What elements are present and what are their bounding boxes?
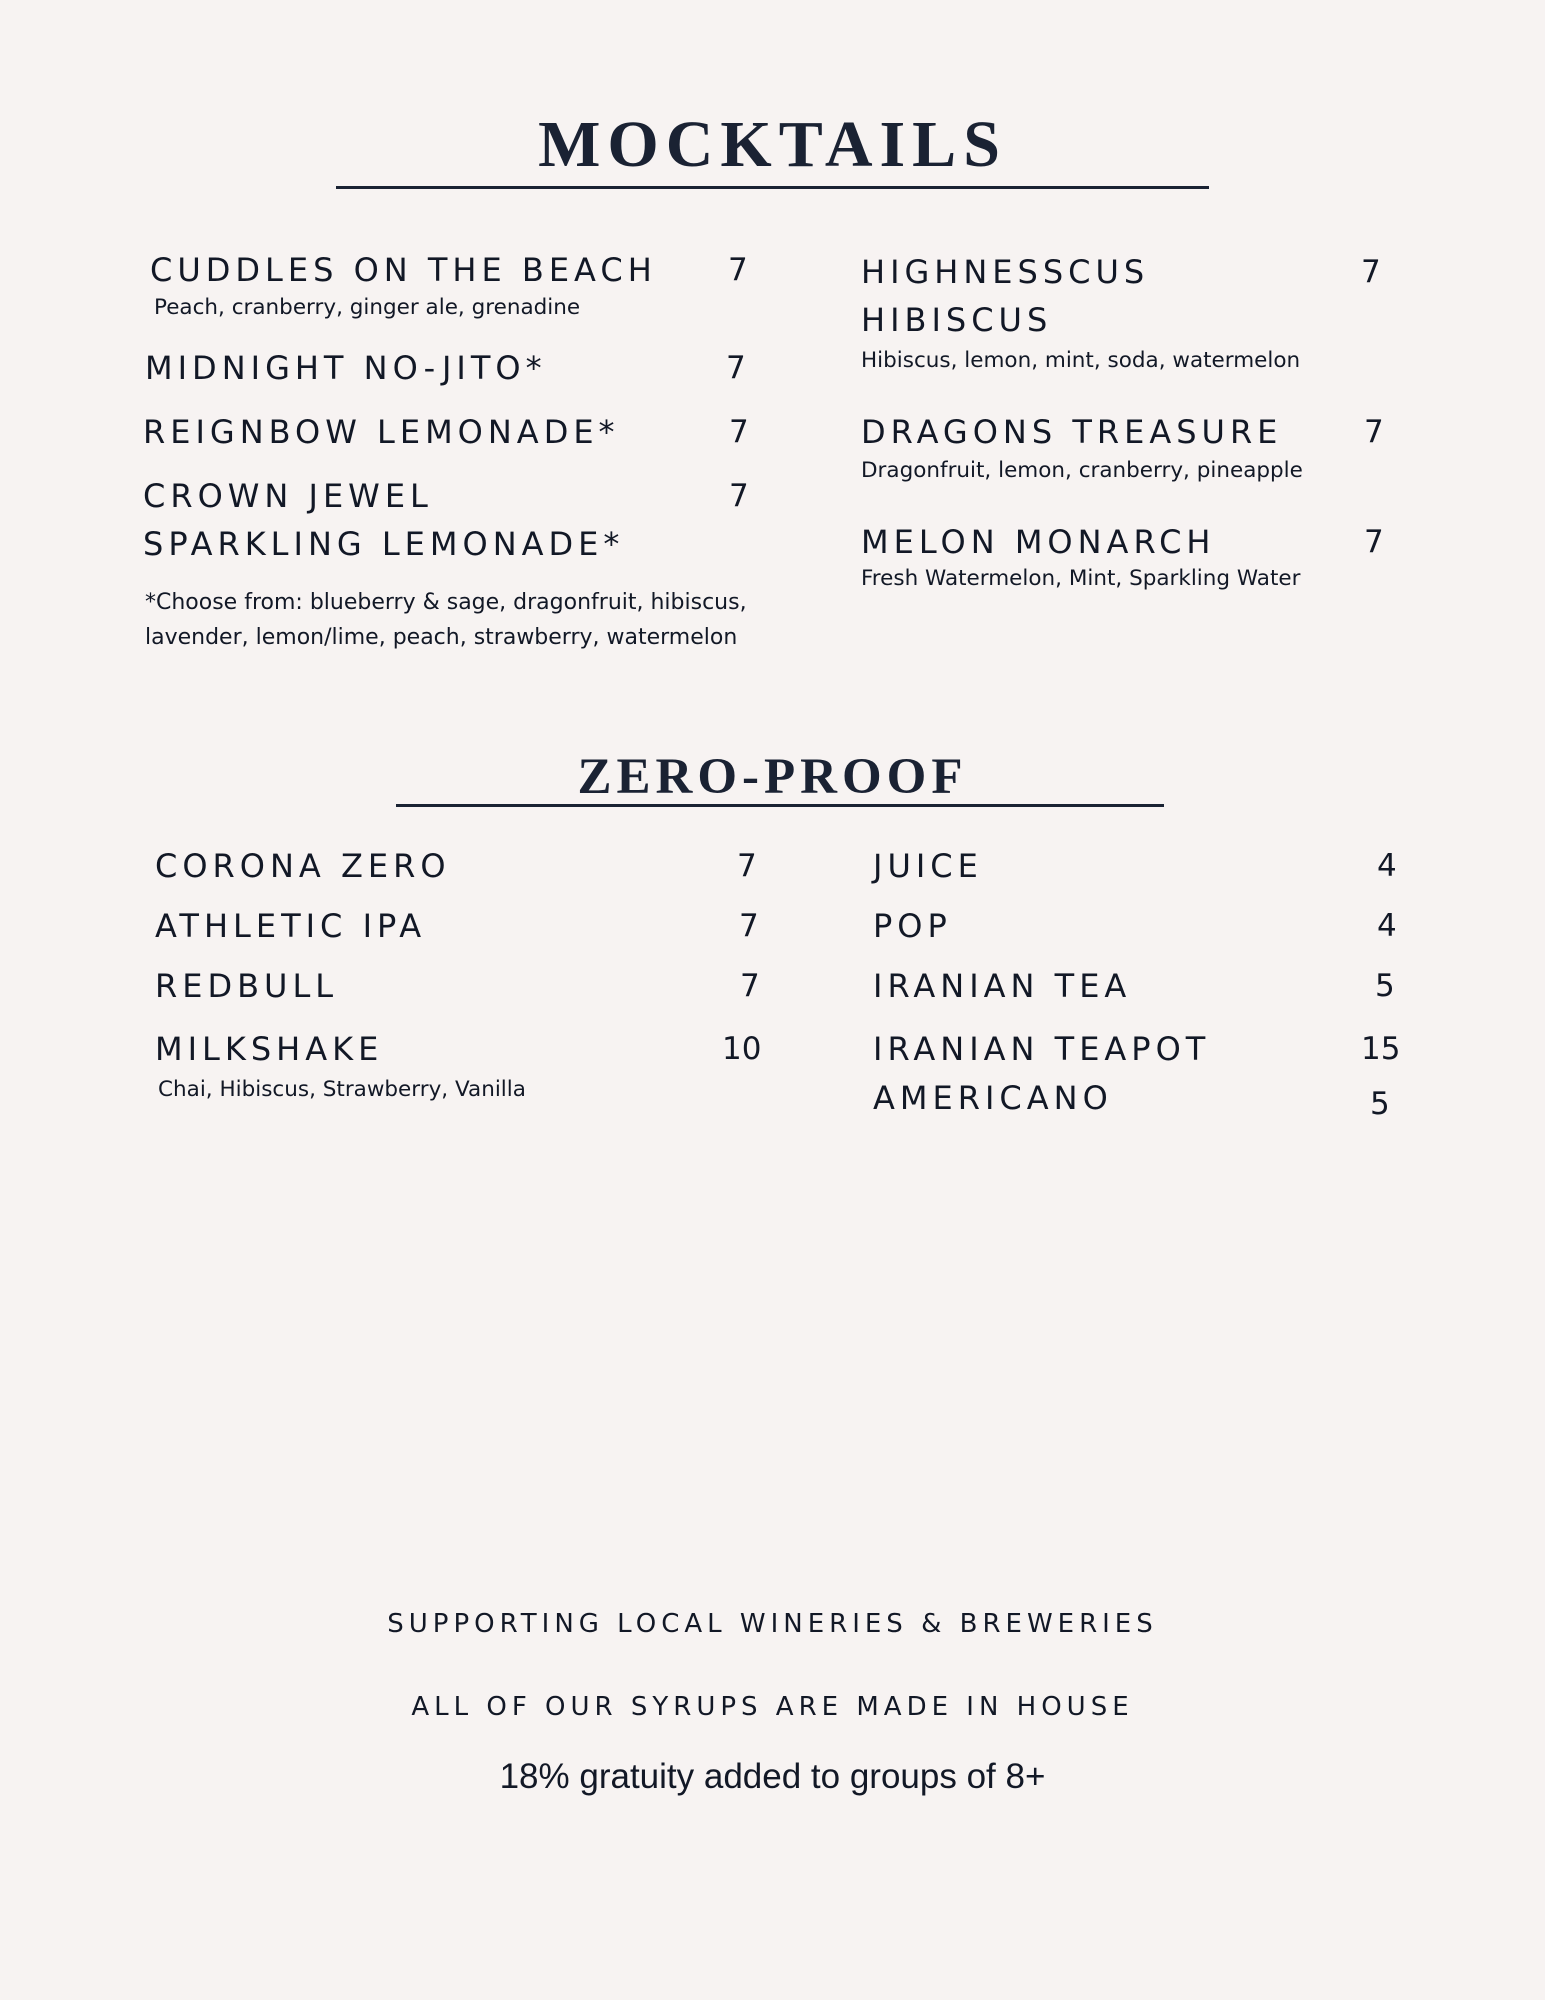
menu-item-description: Peach, cranberry, ginger ale, grenadine xyxy=(154,295,581,320)
menu-item-name: MIDNIGHT NO-JITO* xyxy=(145,349,547,387)
menu-item-description: Fresh Watermelon, Mint, Sparkling Water xyxy=(861,566,1301,591)
menu-item-price: 5 xyxy=(1370,1086,1390,1122)
menu-item-price: 7 xyxy=(726,350,746,386)
menu-item-name: MILKSHAKE xyxy=(155,1030,384,1068)
menu-item-price: 7 xyxy=(1364,524,1384,560)
menu-item-price: 7 xyxy=(728,252,748,288)
footer-syrups: ALL OF OUR SYRUPS ARE MADE IN HOUSE xyxy=(411,1692,1134,1722)
mocktails-title: MOCKTAILS xyxy=(538,108,1007,181)
menu-item-name: CORONA ZERO xyxy=(155,847,451,885)
menu-item-name: MELON MONARCH xyxy=(861,523,1216,561)
menu-item-name: POP xyxy=(873,907,952,945)
menu-item-name: HIBISCUS xyxy=(861,301,1053,339)
menu-item-name: DRAGONS TREASURE xyxy=(861,413,1283,451)
menu-item-price: 7 xyxy=(739,908,759,944)
menu-item-description: Chai, Hibiscus, Strawberry, Vanilla xyxy=(158,1077,526,1102)
menu-item-price: 7 xyxy=(1364,414,1384,450)
zero-proof-title: ZERO-PROOF xyxy=(577,749,968,805)
menu-item-price: 7 xyxy=(737,848,757,884)
menu-item-price: 5 xyxy=(1375,968,1395,1004)
menu-item-description: Hibiscus, lemon, mint, soda, watermelon xyxy=(861,348,1301,373)
footer-local-support: SUPPORTING LOCAL WINERIES & BREWERIES xyxy=(387,1609,1158,1639)
menu-item-description: Dragonfruit, lemon, cranberry, pineapple xyxy=(861,458,1303,483)
menu-item-name: CROWN JEWEL xyxy=(143,477,433,515)
menu-item-name: CUDDLES ON THE BEACH xyxy=(150,251,657,289)
menu-item-price: 15 xyxy=(1361,1031,1401,1067)
menu-item-price: 7 xyxy=(740,968,760,1004)
menu-item-price: 4 xyxy=(1377,908,1397,944)
menu-item-name: AMERICANO xyxy=(873,1079,1113,1117)
menu-item-price: 10 xyxy=(722,1031,762,1067)
flavor-note: *Choose from: blueberry & sage, dragonfruit, hibiscus, xyxy=(145,590,747,615)
menu-item-name: HIGHNESSCUS xyxy=(861,253,1150,291)
footer-gratuity: 18% gratuity added to groups of 8+ xyxy=(499,1757,1046,1796)
menu-item-name: IRANIAN TEA xyxy=(873,967,1132,1005)
menu-item-price: 7 xyxy=(1361,254,1381,290)
zero-proof-divider xyxy=(396,804,1164,807)
menu-item-name: REIGNBOW LEMONADE* xyxy=(143,413,620,451)
menu-item-price: 7 xyxy=(729,414,749,450)
menu-item-price: 4 xyxy=(1377,848,1397,884)
menu-item-name: SPARKLING LEMONADE* xyxy=(143,525,625,563)
mocktails-divider xyxy=(336,186,1209,189)
menu-item-price: 7 xyxy=(729,478,749,514)
menu-item-name: IRANIAN TEAPOT xyxy=(873,1030,1211,1068)
menu-item-name: JUICE xyxy=(873,847,983,885)
menu-item-name: ATHLETIC IPA xyxy=(155,907,427,945)
menu-item-name: REDBULL xyxy=(155,967,339,1005)
flavor-note: lavender, lemon/lime, peach, strawberry, watermelon xyxy=(145,625,738,650)
